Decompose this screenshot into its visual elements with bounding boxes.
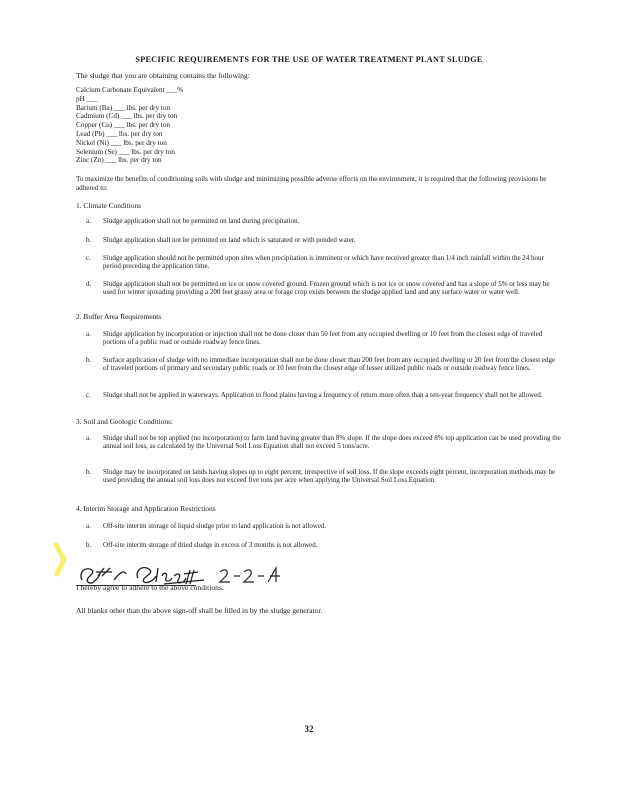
constituent-line: Cadmium (Cd) ___ lbs. per dry ton — [76, 112, 178, 121]
constituent-line: pH ___ — [76, 94, 98, 103]
item-text: Sludge may be incorporated on lands having slopes up to eight percent, irrespective of soil loss. If the slope exceeds eight percent, incorporation methods may be used providing the annual soil loss does not exceed five tons per acre when applying the Universal Soil Loss Equation. — [103, 468, 556, 485]
item-letter: c. — [86, 254, 91, 262]
blanks-instruction: All blanks other than the above sign-off shall be filled in by the sludge generator. — [76, 606, 323, 615]
item-text: Surface application of sludge with no immediate incorporation shall not be done closer than 200 feet from any occupied dwelling or 20 feet from the closest edge of traveled portions of primary and secondary public roads or 10 feet from the closest edge of lesser utilized public roads or outside roadway fence lines. — [103, 356, 556, 373]
item-text: Sludge application shall not be permitted on land during precipitation. — [103, 217, 300, 225]
section-heading-buffer: 2. Buffer Area Requirements — [76, 312, 162, 321]
item-text: Sludge application shall not be permitted on land which is saturated or with ponded water. — [103, 236, 356, 244]
item-letter: b. — [86, 541, 92, 549]
item-text: Sludge application by incorporation or injection shall not be done closer than 50 feet from any occupied dwelling or 10 feet from the closest edge of traveled portions of a public road or outside roadway fence lines. — [103, 330, 543, 347]
constituent-line: Calcium Carbonate Equivalent ___% — [76, 86, 184, 94]
section-heading-storage: 4. Interim Storage and Application Restrictions — [76, 504, 216, 513]
constituent-line: Zinc (Zn) ___ lbs. per dry ton — [76, 156, 162, 165]
provisions-paragraph: To maximize the benefits of conditioning soils with sludge and minimizing possible adverse effects on the environment, it is required that the following provisions be adhered to: — [76, 175, 547, 192]
item-text: Off-site interim storage of dried sludge in excess of 3 months is not allowed. — [103, 541, 318, 549]
item-text: Sludge application shall not be permitted on ice or snow covered ground. Frozen ground which is not ice or snow covered and has a slope of 5% or less may be used for winter spreading providing a 200 feet grassy area or forage crop exists between the sludge applied land and any surface water or water well. — [103, 280, 550, 297]
constituent-list — [76, 86, 183, 165]
item-letter: a. — [86, 330, 91, 338]
item-text: Sludge application should not be permitted upon sites when precipitation is imminent or which have received greater than 1/4 inch rainfall within the 24 hour period preceding the application time. — [103, 254, 544, 271]
highlighter-mark-icon — [54, 543, 74, 577]
item-letter: b. — [86, 236, 92, 244]
item-letter: a. — [86, 217, 91, 225]
item-letter: d. — [86, 280, 92, 288]
item-letter: c. — [86, 391, 91, 399]
item-text: Sludge shall not be applied in waterways. Application to flood plains having a frequency of return more often than a ten-year frequency shall not be allowed. — [103, 391, 543, 399]
agreement-statement: I hereby agree to adhere to the above conditions. — [76, 583, 224, 592]
section-heading-climate: 1. Climate Conditions — [76, 201, 142, 210]
constituent-line: Lead (Pb) ___ lbs. per dry ton — [76, 129, 163, 138]
item-letter: b. — [86, 356, 92, 364]
page-title: SPECIFIC REQUIREMENTS FOR THE USE OF WATER TREATMENT PLANT SLUDGE — [135, 55, 483, 64]
item-letter: a. — [86, 434, 91, 442]
section-heading-soil: 3. Soil and Geologic Conditions: — [76, 417, 174, 426]
item-letter: a. — [86, 522, 91, 530]
constituent-line: Copper (Cu) ___ lbs. per dry ton — [76, 121, 171, 130]
intro-text: The sludge that you are obtaining contains the following: — [76, 71, 250, 80]
item-text: Off-site interim storage of liquid sludge prior to land application is not allowed. — [103, 522, 327, 530]
constituent-line: Barium (Ba) ___ lbs. per dry ton — [76, 103, 171, 112]
item-text: Sludge shall not be top applied (no incorporation) to farm land having greater than 8% slope. If the slope does exceed 8% top application can be used providing the annual soil loss, as calculated by the Universal Soil Loss Equation shall not exceed 5 tons/acre. — [103, 434, 561, 451]
page-number: 32 — [304, 724, 314, 734]
item-letter: b. — [86, 468, 92, 476]
constituent-line: Selenium (Se) ___ lbs. per dry ton — [76, 147, 175, 156]
constituent-line: Nickel (Ni) ___ lbs. per dry ton — [76, 138, 167, 147]
